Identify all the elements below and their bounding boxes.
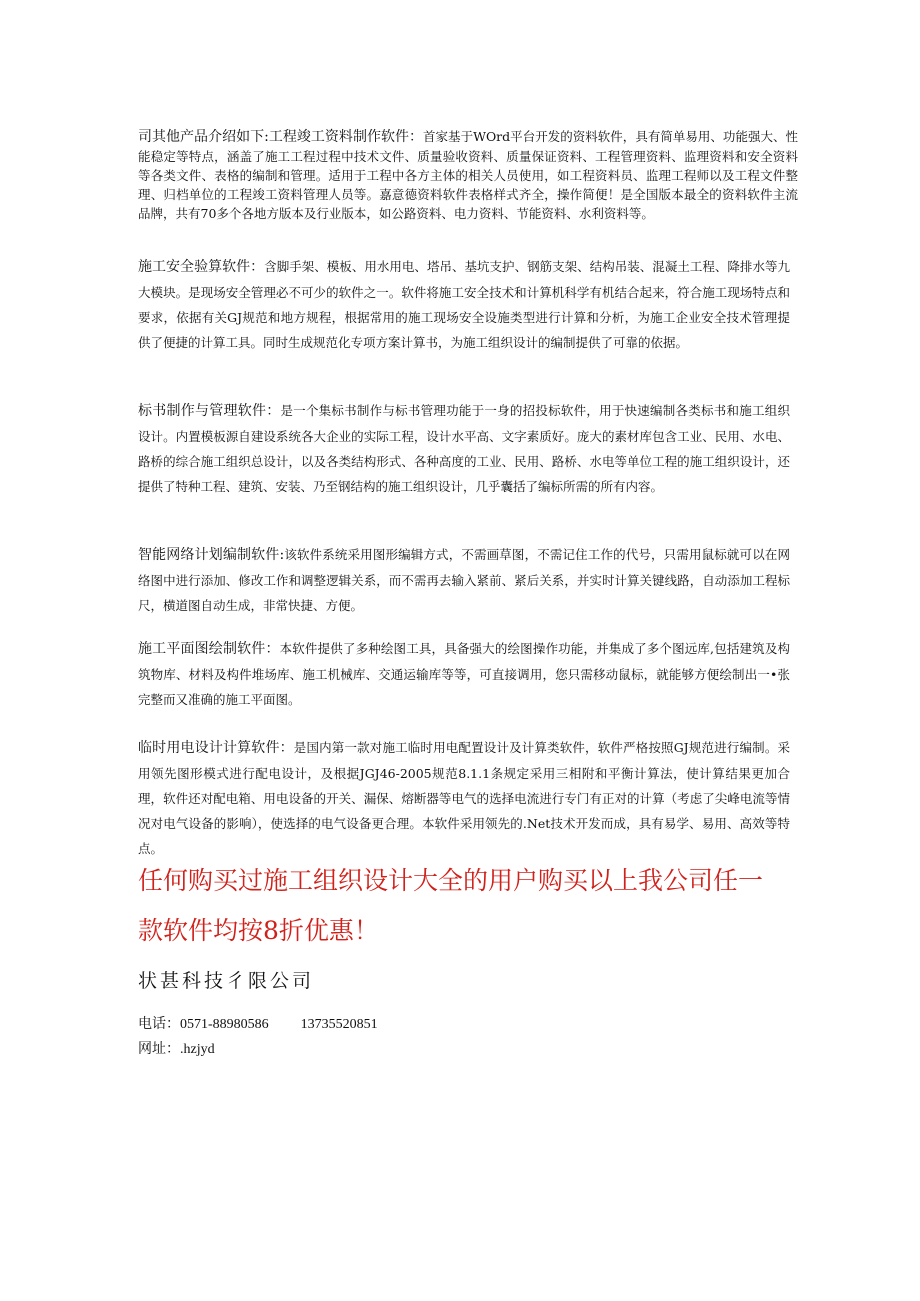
company-name: 状甚科技彳限公司 (138, 970, 315, 992)
paragraph-heading: 临时用电设计计算软件： (138, 740, 294, 756)
phone-label: 电话： (138, 1017, 180, 1032)
paragraph-body: 是一个集标书制作与标书管理功能于一身的招投标软件，用于快速编制各类标书和施工组织设计。内置模板源自建设系统各大企业的实际工程，设计水平高、文字素质好。庞大的素材库包含工业、民用、水电、路桥的综合施工组织总设计，以及各类结构形式、各种高度的工业、民用、路桥、水电等单位工程的施工组织设计，还提供了特种工程、建筑、安装、乃至钢结构的施工组织设计，几乎囊括了编标所需的所有内容。 (138, 403, 790, 494)
paragraph-bid-document-software (138, 398, 790, 499)
paragraph-site-plan-software (138, 636, 790, 712)
promo-line-2: 款软件均按8折优惠！ (138, 916, 379, 945)
paragraph-body: 该软件系统采用图形编辑方式，不需画草图，不需记住工作的代号，只需用鼠标就可以在网络图中进行添加、修改工作和调整逻辑关系，而不需再去输入紧前、紧后关系，并实时计算关键线路，自动添加工程标尺，横道图自动生成，非常快捷、方便。 (138, 547, 790, 613)
website-label: 网址： (138, 1042, 180, 1057)
paragraph-heading: 施工平面图绘制软件： (138, 641, 280, 657)
website-line (138, 1038, 215, 1058)
paragraph-body: 是国内第一款对施工临时用电配置设计及计算类软件，软件严格按照GJ规范进行编制。采用领先图形模式进行配电设计，及根据JGJ46-2005规范8.1.1条规定采用三相附和平衡计算法，使计算结果更加合理，软件还对配电箱、用电设备的开关、漏保、熔断器等电气的选择电流进行专门有正对的计算（考虑了尖峰电流等情况对电气设备的影响），使选择的电气设备更合理。本软件采用领先的.Net技术开发而成，具有易学、易用、高效等特点。 (138, 740, 790, 856)
paragraph-body: 本软件提供了多种绘图工具，具备强大的绘图操作功能，并集成了多个图远库,包括建筑及构筑物库、材料及构件堆场库、施工机械库、交通运输库等等，可直接调用，您只需移动鼠标，就能够方便绘制出一•张完整而又准确的施工平面图。 (138, 641, 790, 707)
paragraph-temporary-power-software (138, 735, 790, 861)
paragraph-resource-software (138, 127, 798, 223)
paragraph-heading: 标书制作与管理软件： (138, 403, 281, 419)
phone-number-1: 0571-88980586 (180, 1017, 269, 1032)
paragraph-body: 含脚手架、模板、用水用电、塔吊、基坑支护、钢筋支架、结构吊装、混凝土工程、降排水等九大模块。是现场安全管理必不可少的软件之一。软件将施工安全技术和计算机科学有机结合起来，符合施工现场特点和要求，依据有关GJ规范和地方规程，根据常用的施工现场安全设施类型进行计算和分析，为施工企业安全技术管理提供了便捷的计算工具。同时生成规范化专项方案计算书，为施工组织设计的编制提供了可靠的依据。 (138, 259, 790, 350)
paragraph-heading: 智能网络计划编制软件: (138, 547, 285, 563)
phone-line (138, 1013, 378, 1033)
paragraph-heading: 司其他产品介绍如下:工程竣工资料制作软件： (138, 129, 424, 145)
paragraph-network-plan-software (138, 542, 790, 618)
website-value: .hzjyd (180, 1042, 215, 1057)
paragraph-safety-calculation-software (138, 254, 790, 355)
phone-number-2: 13735520851 (300, 1017, 378, 1032)
promo-line-1: 任何购买过施工组织设计大全的用户购买以上我公司任一 (138, 866, 764, 895)
paragraph-body: 首家基于WOrd平台开发的资料软件，具有简单易用、功能强大、性能稳定等特点，涵盖了施工工程过程中技术文件、质量验收资料、质量保证资料、工程管理资料、监理资料和安全资料等各类文件、表格的编制和管理。适用于工程中各方主体的相关人员使用，如工程资料员、监理工程师以及工程文件整理、归档单位的工程竣工资料管理人员等。嘉意德资料软件表格样式齐全，操作简便！是全国版本最全的资料软件主流品牌，共有70多个各地方版本及行业版本，如公路资料、电力资料、节能资料、水利资料等。 (138, 129, 799, 221)
paragraph-heading: 施工安全验算软件： (138, 259, 265, 275)
